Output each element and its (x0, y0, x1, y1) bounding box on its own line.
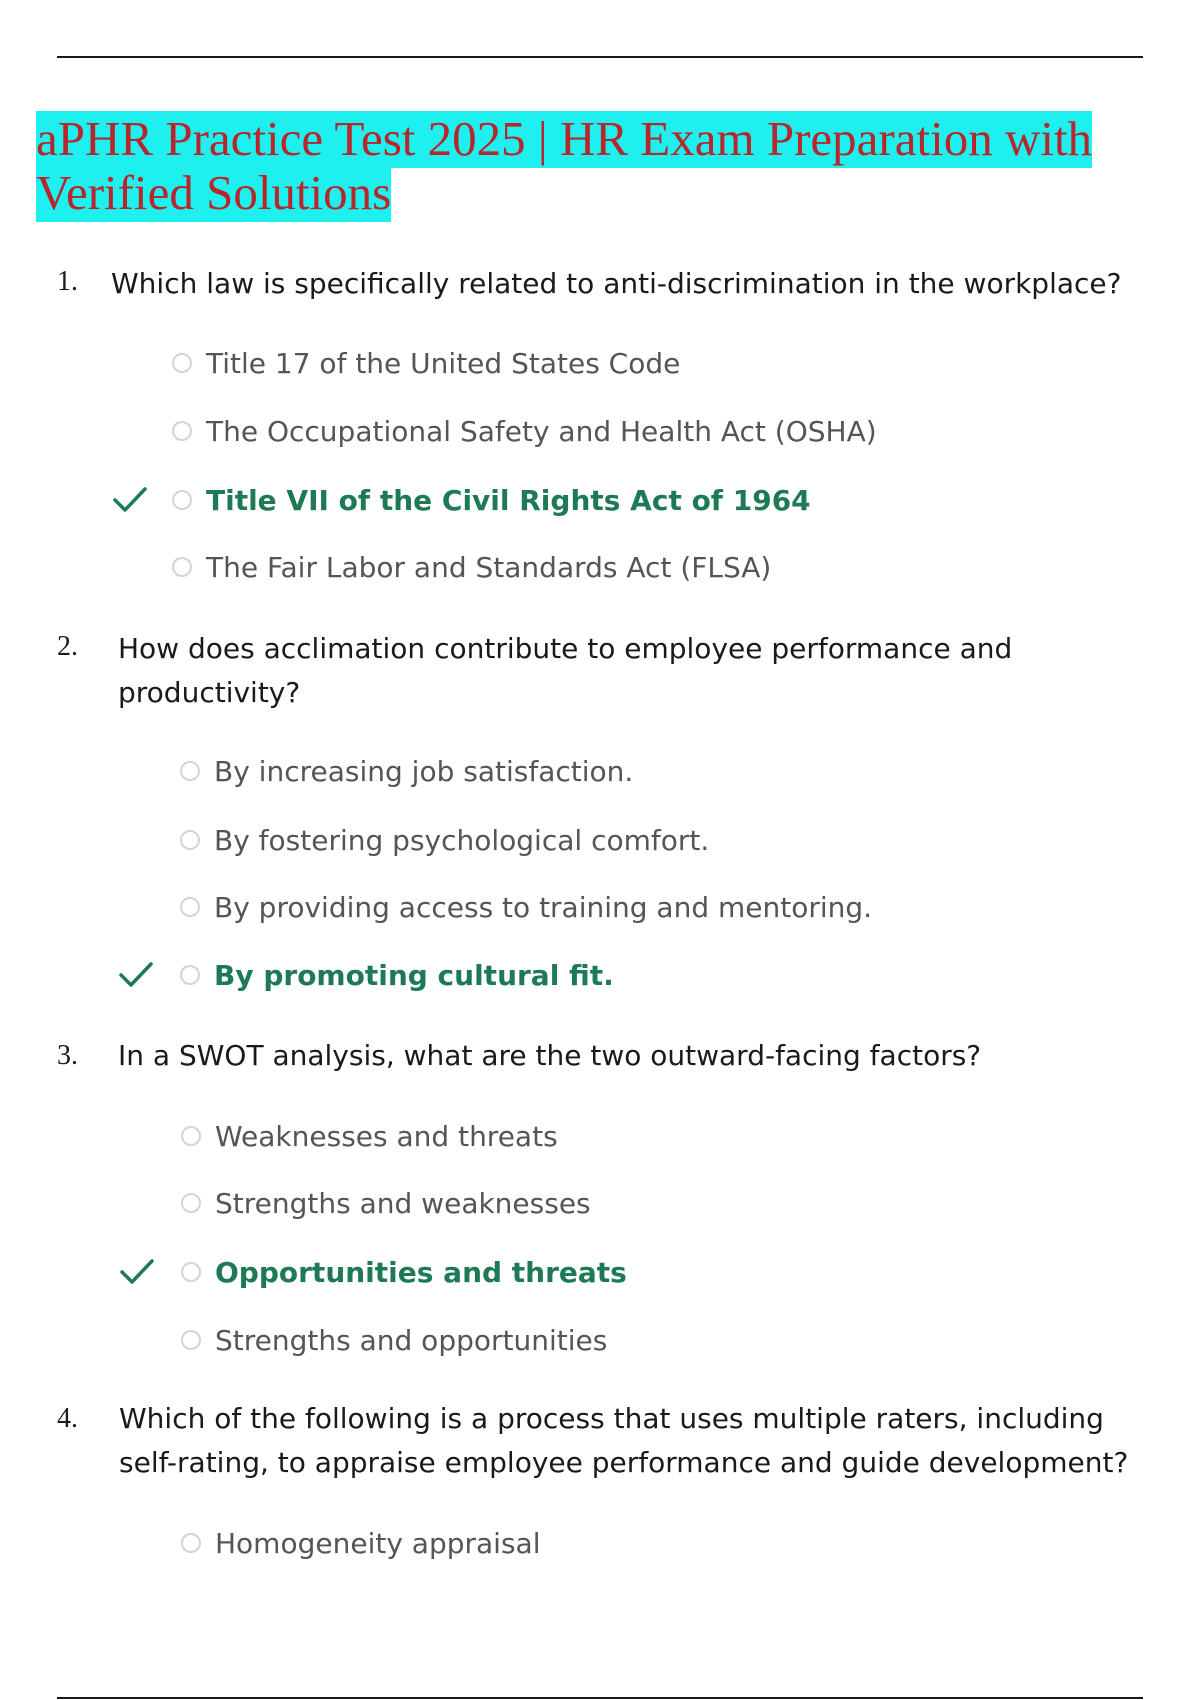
radio-circle-icon[interactable] (172, 557, 192, 577)
check-icon (118, 960, 154, 990)
radio-circle-icon[interactable] (181, 1126, 201, 1146)
check-icon (119, 1257, 155, 1287)
top-rule (57, 56, 1143, 58)
answer-option[interactable] (180, 820, 709, 860)
answer-option[interactable] (172, 343, 680, 383)
answer-option[interactable] (181, 1523, 540, 1563)
answer-option-label: Strengths and opportunities (215, 1323, 608, 1357)
radio-circle-icon[interactable] (180, 761, 200, 781)
check-icon (112, 485, 148, 515)
radio-circle-icon[interactable] (180, 965, 200, 985)
question-number: 3. (57, 1040, 78, 1071)
bottom-rule (57, 1697, 1143, 1699)
answer-option-label: The Fair Labor and Standards Act (FLSA) (206, 550, 772, 584)
answer-option-label: Title 17 of the United States Code (206, 346, 681, 380)
radio-circle-icon[interactable] (181, 1193, 201, 1213)
answer-option-label: Homogeneity appraisal (215, 1526, 541, 1560)
answer-option-label: By fostering psychological comfort. (214, 823, 710, 857)
answer-option-label: By increasing job satisfaction. (214, 754, 634, 788)
answer-option[interactable] (181, 1183, 591, 1223)
answer-option-label: By providing access to training and mentoring. (214, 890, 873, 924)
answer-option[interactable] (180, 887, 872, 927)
answer-option-label: Weaknesses and threats (215, 1119, 558, 1153)
answer-option-correct[interactable] (180, 955, 614, 995)
answer-option-label: The Occupational Safety and Health Act (OSHA) (206, 414, 877, 448)
answer-option-label: By promoting cultural fit. (214, 958, 614, 992)
question-text: How does acclimation contribute to employee performance and productivity? (118, 632, 1013, 709)
answer-option[interactable] (181, 1320, 607, 1360)
question-text: In a SWOT analysis, what are the two outward-facing factors? (118, 1039, 982, 1072)
radio-circle-icon[interactable] (180, 897, 200, 917)
radio-circle-icon[interactable] (172, 353, 192, 373)
answer-option[interactable] (180, 751, 633, 791)
radio-circle-icon[interactable] (180, 830, 200, 850)
radio-circle-icon[interactable] (172, 421, 192, 441)
answer-option-label: Strengths and weaknesses (215, 1186, 591, 1220)
answer-option[interactable] (181, 1116, 558, 1156)
question-text: Which law is specifically related to anti-discrimination in the workplace? (111, 267, 1122, 300)
page-title-text: aPHR Practice Test 2025 | HR Exam Preparation with Verified Solutions (36, 111, 1093, 220)
answer-option-correct[interactable] (172, 480, 811, 520)
question-text: Which of the following is a process that uses multiple raters, including self-rating, to appraise employee performance and guide development? (119, 1402, 1129, 1479)
question-number: 4. (57, 1403, 78, 1434)
radio-circle-icon[interactable] (172, 490, 192, 510)
radio-circle-icon[interactable] (181, 1533, 201, 1553)
answer-option-label: Opportunities and threats (215, 1255, 627, 1289)
answer-option[interactable] (172, 411, 877, 451)
radio-circle-icon[interactable] (181, 1262, 201, 1282)
answer-option-label: Title VII of the Civil Rights Act of 1964 (206, 483, 811, 517)
question-number: 2. (57, 631, 78, 662)
answer-option[interactable] (172, 547, 771, 587)
question-number: 1. (57, 266, 78, 297)
radio-circle-icon[interactable] (181, 1330, 201, 1350)
answer-option-correct[interactable] (181, 1252, 627, 1292)
page-title (36, 112, 1146, 220)
